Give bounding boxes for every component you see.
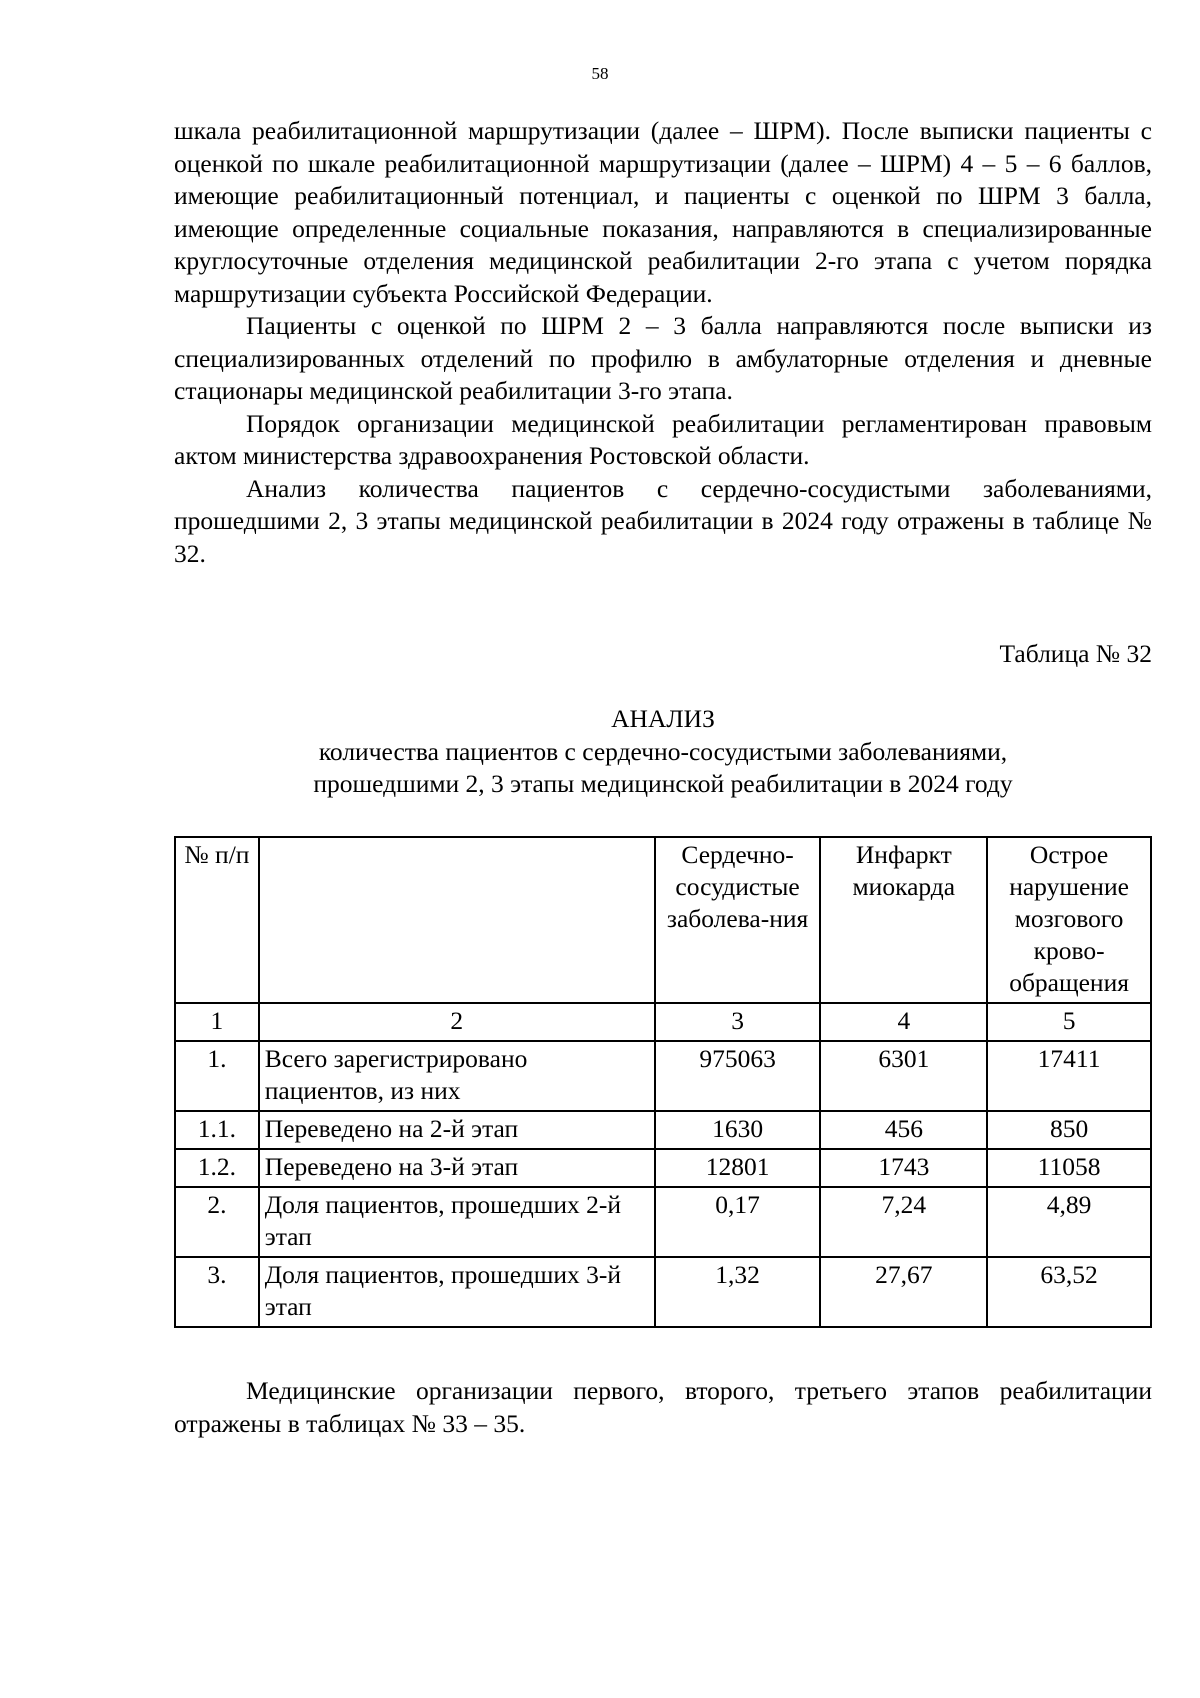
table-cell-num: 1.1.: [175, 1111, 259, 1149]
table-cell-value: 975063: [655, 1041, 821, 1111]
footer-paragraph: Медицинские организации первого, второго, третьего этапов реабилитации отражены в таблицах № 33 – 35.: [174, 1376, 1152, 1438]
table-cell-value: 4,89: [987, 1187, 1151, 1257]
table-cell-label: Переведено на 3-й этап: [259, 1149, 655, 1187]
table-cell: 2: [259, 1003, 655, 1041]
table-number: Таблица № 32: [999, 639, 1152, 668]
table-cell-value: 7,24: [820, 1187, 987, 1257]
table-numbering-row: [175, 1003, 1151, 1041]
paragraph: Порядок организации медицинской реабилитации регламентирован правовым актом министерства здравоохранения Ростовской области.: [174, 408, 1152, 470]
table-title-line: количества пациентов с сердечно-сосудистыми заболеваниями,: [318, 736, 1008, 766]
table-cell-value: 1,32: [655, 1257, 821, 1327]
table-cell-num: 3.: [175, 1257, 259, 1327]
table-cell-value: 63,52: [987, 1257, 1151, 1327]
table-cell: 3: [655, 1003, 821, 1041]
table-cell-value: 11058: [987, 1149, 1151, 1187]
header-cell-infarction: Инфаркт миокарда: [820, 837, 987, 1003]
table-cell-label: Всего зарегистрировано пациентов, из них: [259, 1041, 655, 1111]
body-text: [174, 115, 1152, 570]
table-cell: 4: [820, 1003, 987, 1041]
table-cell-num: 1.2.: [175, 1149, 259, 1187]
table-title: [174, 703, 1152, 801]
table-cell: 5: [987, 1003, 1151, 1041]
page-number: 58: [591, 64, 609, 83]
table-cell-value: 850: [987, 1111, 1151, 1149]
table-row: [175, 1257, 1151, 1327]
table-cell-value: 456: [820, 1111, 987, 1149]
table-cell-label: Доля пациентов, прошедших 2-й этап: [259, 1187, 655, 1257]
paragraph: Анализ количества пациентов с сердечно-сосудистыми заболеваниями, прошедшими 2, 3 этапы медицинской реабилитации в 2024 году отражены в таблице № 32.: [174, 473, 1152, 568]
data-table: [174, 836, 1152, 1328]
table-cell-value: 1743: [820, 1149, 987, 1187]
table-header-row: [175, 837, 1151, 1003]
table-cell-value: 12801: [655, 1149, 821, 1187]
footer-text: [174, 1375, 1152, 1440]
table-cell-num: 2.: [175, 1187, 259, 1257]
header-cell-cardiovascular: Сердечно-сосудистые заболева-ния: [655, 837, 821, 1003]
table-row: [175, 1111, 1151, 1149]
table-cell-value: 0,17: [655, 1187, 821, 1257]
table-row: [175, 1187, 1151, 1257]
header-cell-stroke: Острое нарушение мозгового крово-обращения: [987, 837, 1151, 1003]
table-cell: 1: [175, 1003, 259, 1041]
table-row: [175, 1041, 1151, 1111]
table-title-heading: АНАЛИЗ: [611, 704, 715, 733]
header-cell-number: № п/п: [175, 837, 259, 1003]
paragraph: шкала реабилитационной маршрутизации (далее – ШРМ). После выписки пациенты с оценкой по шкале реабилитационной маршрутизации (далее – ШРМ) 4 – 5 – 6 баллов, имеющие реабилитационный потенциал, и пациенты с оценкой по ШРМ 3 балла, имеющие определенные социальные показания, направляются в специализированные круглосуточные отделения медицинской реабилитации 2-го этапа с учетом порядка маршрутизации субъекта Российской Федерации.: [174, 116, 1152, 308]
paragraph: Пациенты с оценкой по ШРМ 2 – 3 балла направляются после выписки из специализированных отделений по профилю в амбулаторные отделения и дневные стационары медицинской реабилитации 3-го этапа.: [174, 311, 1152, 405]
table-cell-num: 1.: [175, 1041, 259, 1111]
table-cell-value: 17411: [987, 1041, 1151, 1111]
table-row: [175, 1149, 1151, 1187]
table-cell-value: 1630: [655, 1111, 821, 1149]
table-cell-value: 27,67: [820, 1257, 987, 1327]
table-cell-label: Доля пациентов, прошедших 3-й этап: [259, 1257, 655, 1327]
header-cell-name: [259, 837, 655, 1003]
table-cell-value: 6301: [820, 1041, 987, 1111]
table-title-line: прошедшими 2, 3 этапы медицинской реабилитации в 2024 году: [313, 769, 1013, 798]
table-cell-label: Переведено на 2-й этап: [259, 1111, 655, 1149]
